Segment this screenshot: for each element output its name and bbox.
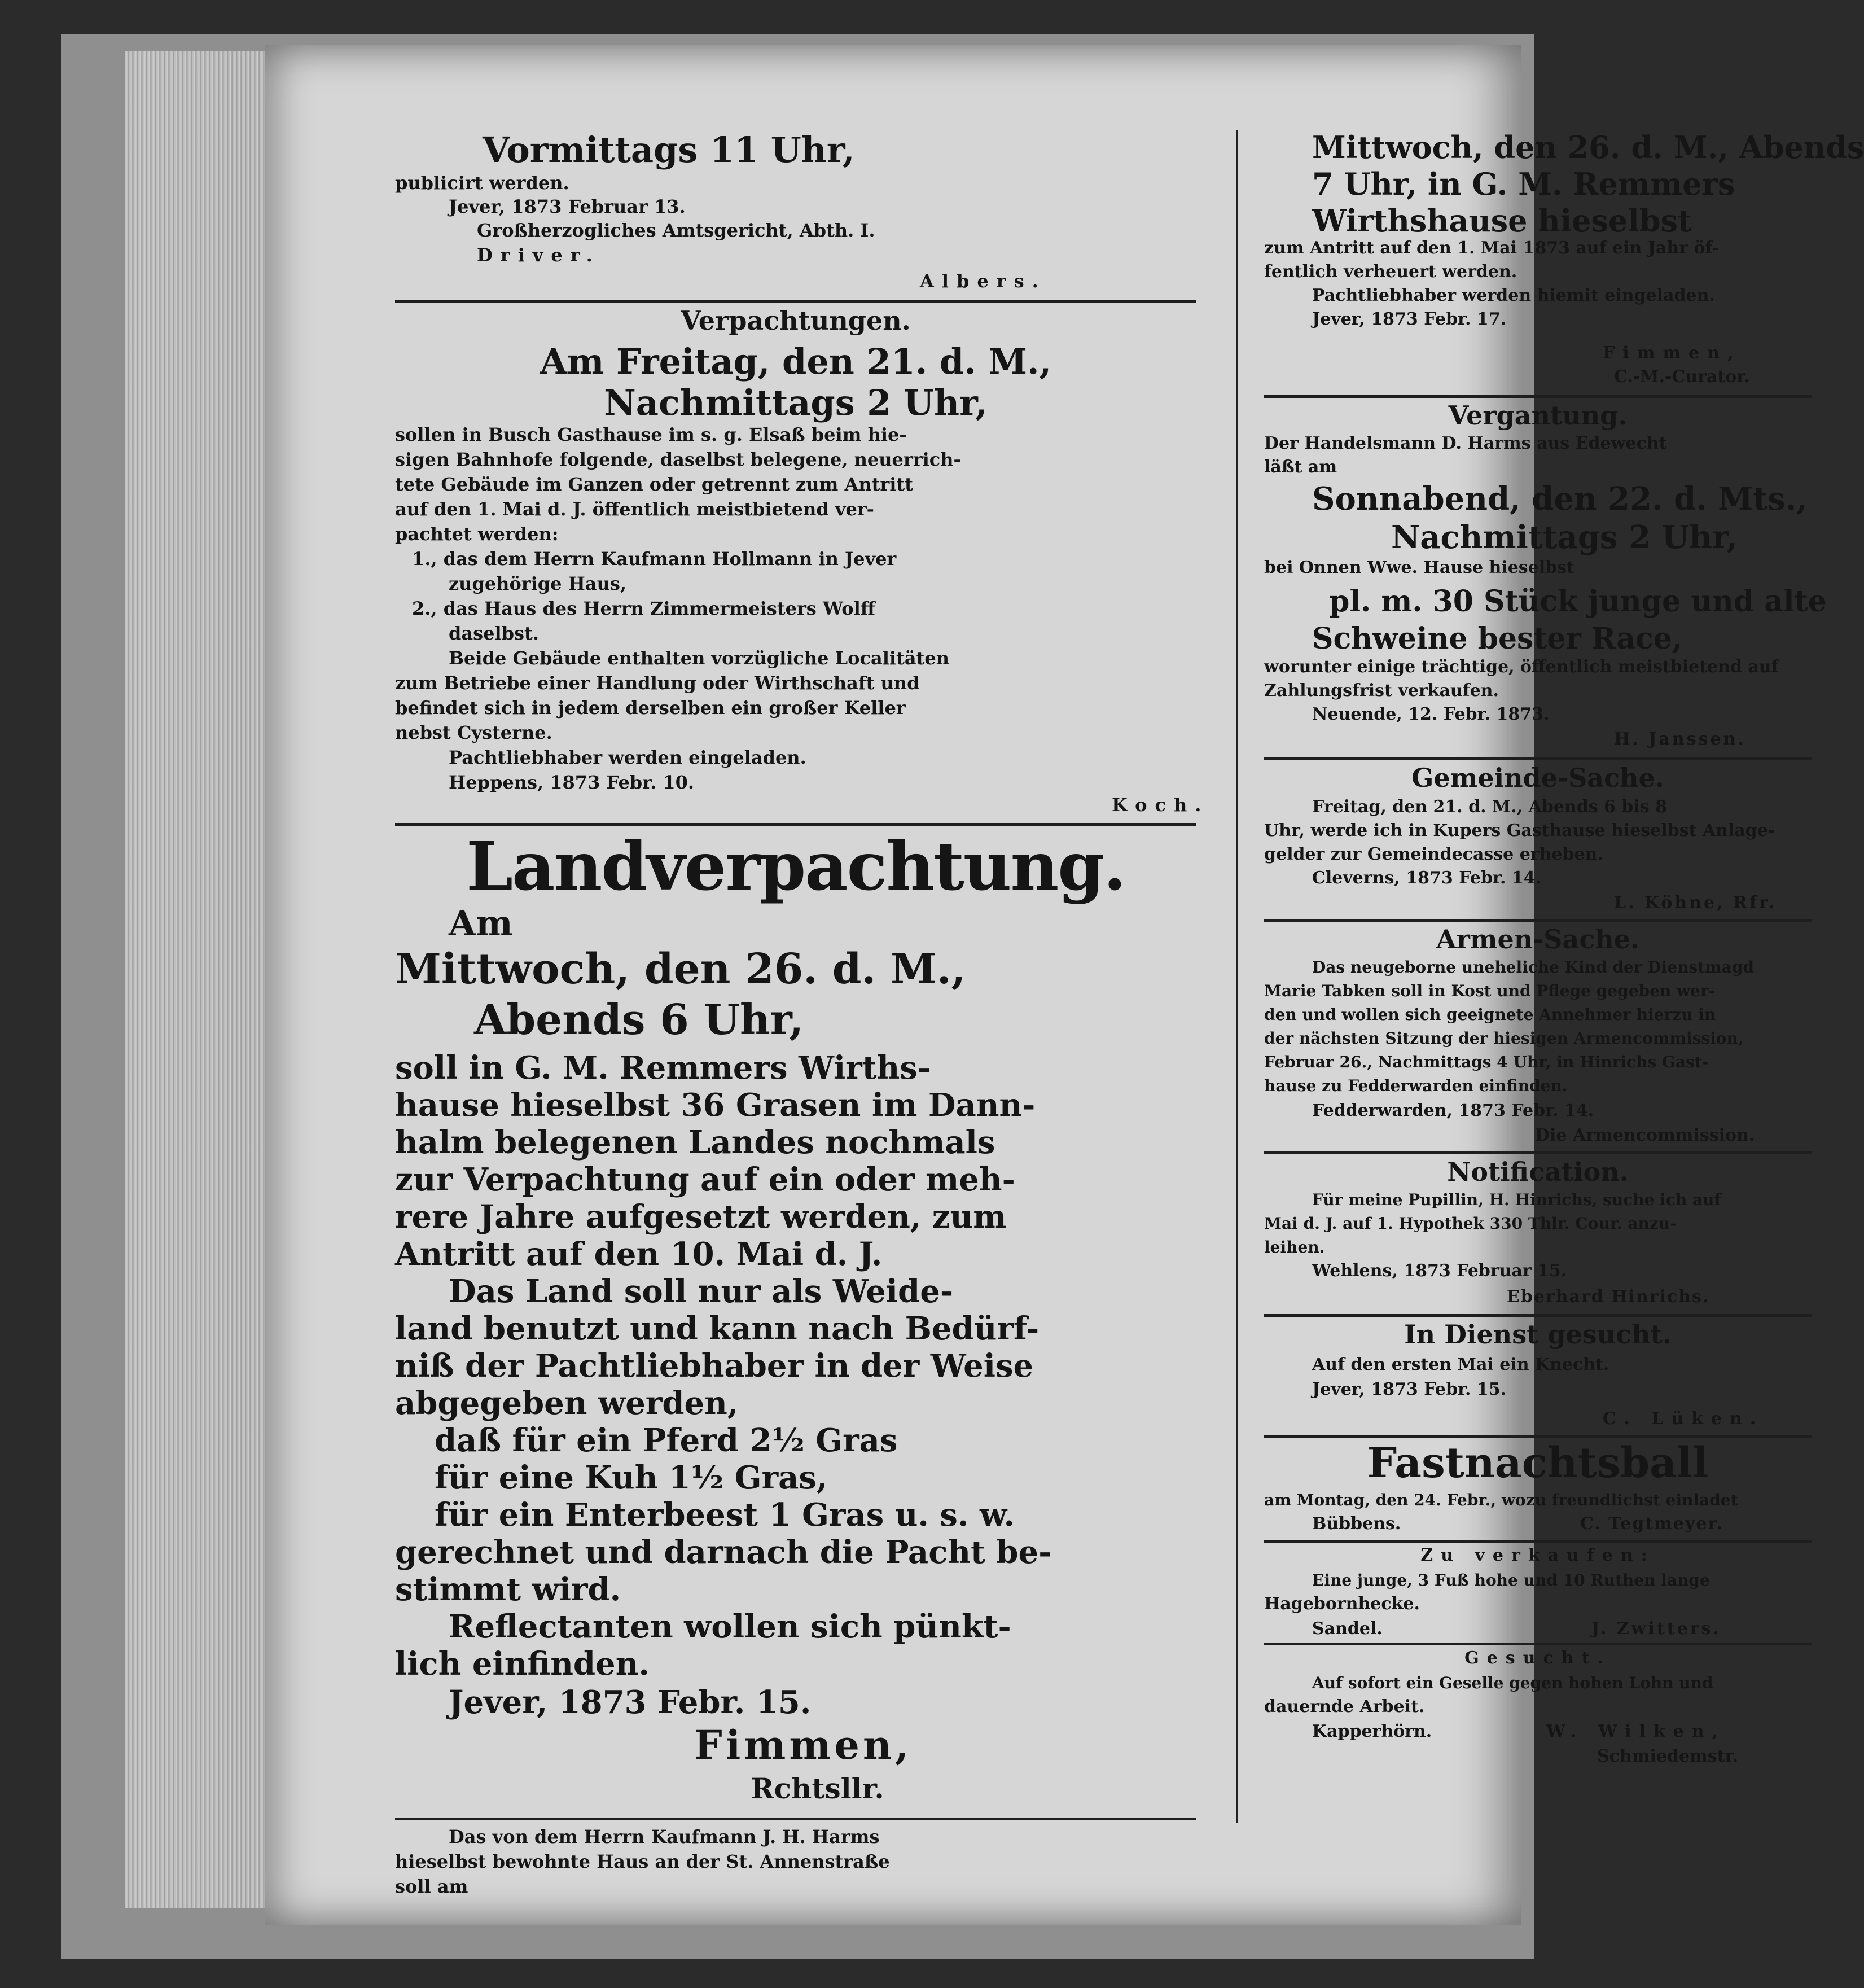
verpachtungen-body-0: sollen in Busch Gasthause im s. g. Elsaß beim hie- [395,424,907,445]
fastnacht-line: am Montag, den 24. Febr., wozu freundlichst einladet [1264,1491,1738,1509]
publicirt-line: publicirt werden. [395,172,569,194]
gesucht-signature: W. Wilken, [1546,1722,1726,1741]
rule-r6 [1264,1435,1812,1438]
fastnacht-heading: Fastnachtsball [1367,1439,1709,1487]
vergantung-line4: Schweine bester Race, [1312,621,1682,656]
fastnacht-signature: C. Tegtmeyer. [1580,1514,1723,1534]
vergantung-signature: H. Janssen. [1614,729,1746,749]
top-line2: 7 Uhr, in G. M. Remmers [1312,166,1735,202]
landverpachtung-time: Abends 6 Uhr, [474,996,804,1044]
verkaufen-heading: Zu verkaufen: [1420,1545,1655,1565]
armen-body-3: der nächsten Sitzung der hiesigen Armencommission, [1264,1029,1744,1048]
verpachtungen-body-5: 1., das dem Herrn Kaufmann Hollmann in Jever [412,548,897,570]
gemeinde-body-0: Freitag, den 21. d. M., Abends 6 bis 8 [1312,797,1667,817]
verpachtungen-body-2: tete Gebäude im Ganzen oder getrennt zum Antritt [395,474,913,495]
albers-signature: Albers. [920,270,1046,292]
dienst-body-0: Auf den ersten Mai ein Knecht. [1312,1355,1609,1374]
rule-r3 [1264,919,1812,922]
land-body-13: gerechnet und darnach die Pacht be- [395,1534,1052,1571]
armen-body-1: Marie Tabken soll in Kost und Pflege gegeben wer- [1264,982,1716,1000]
top-signature: Fimmen, [1603,343,1742,363]
verpachtungen-body-8: daselbst. [449,623,539,644]
rule-r8 [1264,1643,1812,1645]
notification-body-2: leihen. [1264,1238,1325,1256]
armen-body-0: Das neugeborne uneheliche Kind der Dienstmagd [1312,958,1754,977]
landverpachtung-date: Mittwoch, den 26. d. M., [395,945,966,993]
notification-body-3: Wehlens, 1873 Februar 15. [1312,1261,1567,1281]
verpachtungen-body-11: befindet sich in jedem derselben ein großer Keller [395,697,906,719]
rule-2 [395,823,1196,826]
gemeinde-body-1: Uhr, werde ich in Kupers Gasthause hieselbst Anlage- [1264,821,1775,840]
gemeinde-body-2: gelder zur Gemeindecasse erheben. [1264,844,1603,864]
vergantung-time: Nachmittags 2 Uhr, [1391,519,1738,556]
rule-3 [395,1818,1196,1820]
land-body-10: daß für ein Pferd 2½ Gras [435,1422,898,1459]
land-body-7: land benutzt und kann nach Bedürf- [395,1310,1040,1347]
vergantung-body-1: Zahlungsfrist verkaufen. [1264,681,1499,700]
column-divider [1236,130,1238,1823]
vergantung-line3: pl. m. 30 Stück junge und alte [1329,584,1827,619]
rule-r7 [1264,1540,1812,1543]
vormittags-line: Vormittags 11 Uhr, [483,129,855,170]
vergantung-heading: Vergantung. [1448,400,1628,431]
land-body-1: hause hieselbst 36 Grasen im Dann- [395,1087,1036,1124]
land-body-3: zur Verpachtung auf ein oder meh- [395,1161,1015,1198]
notification-body-0: Für meine Pupillin, H. Hinrichs, suche ich auf [1312,1190,1721,1209]
top-signature-title: C.-M.-Curator. [1614,367,1750,387]
land-body-9: abgegeben werden, [395,1385,739,1422]
verkaufen-body-0: Eine junge, 3 Fuß hohe und 10 Ruthen lange [1312,1571,1710,1589]
land-body-8: niß der Pachtliebhaber in der Weise [395,1347,1034,1385]
fastnacht-place: Bübbens. [1312,1514,1401,1534]
verpachtungen-body-1: sigen Bahnhofe folgende, daselbst belegene, neuerrich- [395,449,961,470]
land-body-12: für ein Enterbeest 1 Gras u. s. w. [435,1496,1015,1534]
verpachtungen-body-6: zugehörige Haus, [449,573,627,594]
armen-body-6: Fedderwarden, 1873 Febr. 14. [1312,1101,1594,1120]
dienst-body-1: Jever, 1873 Febr. 15. [1312,1380,1507,1399]
gesucht-place: Kapperhörn. [1312,1722,1432,1741]
gemeinde-body-3: Cleverns, 1873 Febr. 14. [1312,868,1542,888]
armen-body-5: hause zu Fedderwarden einfinden. [1264,1076,1568,1095]
bottom-line-0: Das von dem Herrn Kaufmann J. H. Harms [449,1826,880,1847]
land-body-6: Das Land soll nur als Weide- [449,1273,954,1310]
notification-heading: Notification. [1447,1157,1629,1187]
verpachtungen-body-4: pachtet werden: [395,523,559,545]
newspaper-page [265,45,1864,1925]
bottom-line-2: soll am [395,1876,468,1897]
verkaufen-signature: J. Zwitters. [1591,1619,1721,1639]
armen-body-4: Februar 26., Nachmittags 4 Uhr, in Hinrichs Gast- [1264,1053,1709,1071]
landverpachtung-heading: Landverpachtung. [466,827,1125,905]
verpachtungen-date: Am Freitag, den 21. d. M., [540,341,1052,382]
land-body-16: lich einfinden. [395,1645,650,1683]
rule-1 [395,300,1196,303]
rule-r5 [1264,1314,1812,1317]
verpachtungen-time: Nachmittags 2 Uhr, [604,382,988,423]
verpachtungen-body-3: auf den 1. Mai d. J. öffentlich meistbietend ver- [395,498,874,520]
verpachtungen-body-10: zum Betriebe einer Handlung oder Wirthschaft und [395,672,920,694]
gesucht-heading: Gesucht. [1464,1648,1611,1668]
verpachtungen-body-14: Heppens, 1873 Febr. 10. [449,772,695,793]
jever-date: Jever, 1873 Februar 13. [449,196,686,217]
verpachtungen-body-7: 2., das Haus des Herrn Zimmermeisters Wolff [412,598,876,619]
gesucht-signature-title: Schmiedemstr. [1597,1746,1739,1766]
verkaufen-place: Sandel. [1312,1619,1383,1639]
top-body-0: zum Antritt auf den 1. Mai 1873 auf ein Jahr öf- [1264,238,1719,258]
land-body-15: Reflectanten wollen sich pünkt- [449,1608,1011,1645]
vergantung-intro2: läßt am [1264,457,1337,477]
gesucht-body-1: dauernde Arbeit. [1264,1697,1425,1716]
dienst-heading: In Dienst gesucht. [1404,1319,1672,1350]
verpachtungen-body-9: Beide Gebäude enthalten vorzügliche Localitäten [449,647,949,669]
landverpachtung-am: Am [449,903,513,944]
rule-r2 [1264,757,1812,760]
top-body-3: Jever, 1873 Febr. 17. [1312,309,1507,329]
vergantung-loc: bei Onnen Wwe. Hause hieselbst [1264,558,1574,577]
gemeinde-signature: L. Köhne, Rfr. [1614,893,1777,913]
land-body-4: rere Jahre aufgesetzt werden, zum [395,1198,1007,1236]
fimmen-title: Rchtsllr. [751,1772,884,1805]
vergantung-body-2: Neuende, 12. Febr. 1873. [1312,704,1550,724]
verkaufen-body-1: Hagebornhecke. [1264,1594,1420,1614]
vergantung-date: Sonnabend, den 22. d. Mts., [1312,480,1808,518]
vergantung-intro1: Der Handelsmann D. Harms aus Edewecht [1264,433,1667,453]
verpachtungen-body-13: Pachtliebhaber werden eingeladen. [449,747,806,768]
driver-signature: Driver. [477,244,600,266]
top-body-1: fentlich verheuert werden. [1264,262,1517,282]
land-body-17: Jever, 1873 Febr. 15. [449,1684,812,1721]
rule-r4 [1264,1151,1812,1154]
land-body-14: stimmt wird. [395,1571,621,1608]
land-body-11: für eine Kuh 1½ Gras, [435,1459,828,1496]
bottom-line-1: hieselbst bewohnte Haus an der St. Annenstraße [395,1851,890,1872]
page-edges [125,51,266,1908]
notification-signature: Eberhard Hinrichs. [1507,1287,1710,1307]
top-body-2: Pachtliebhaber werden hiemit eingeladen. [1312,286,1715,305]
top-line3: Wirthshause hieselbst [1312,203,1692,239]
land-body-5: Antritt auf den 10. Mai d. J. [395,1236,883,1273]
vergantung-body-0: worunter einige trächtige, öffentlich meistbietend auf [1264,657,1779,677]
gesucht-body-0: Auf sofort ein Geselle gegen hohen Lohn und [1312,1674,1713,1692]
amtsgericht: Großherzogliches Amtsgericht, Abth. I. [477,220,875,241]
armen-heading: Armen-Sache. [1436,924,1640,954]
land-body-0: soll in G. M. Remmers Wirths- [395,1049,931,1087]
verpachtungen-body-12: nebst Cysterne. [395,722,552,743]
verpachtungen-heading: Verpachtungen. [681,305,911,336]
gemeinde-heading: Gemeinde-Sache. [1411,763,1664,793]
armen-body-2: den und wollen sich geeignete Annehmer hierzu in [1264,1005,1716,1024]
land-body-2: halm belegenen Landes nochmals [395,1124,995,1161]
dienst-signature: C. Lüken. [1603,1409,1764,1429]
armen-signature: Die Armencommission. [1535,1126,1755,1145]
top-line1: Mittwoch, den 26. d. M., Abends [1312,129,1864,165]
fimmen-signature: Fimmen, [694,1722,913,1768]
koch-signature: Koch. [1112,794,1209,816]
rule-r1 [1264,395,1812,398]
notification-body-1: Mai d. J. auf 1. Hypothek 330 Thlr. Cour. anzu- [1264,1214,1677,1233]
